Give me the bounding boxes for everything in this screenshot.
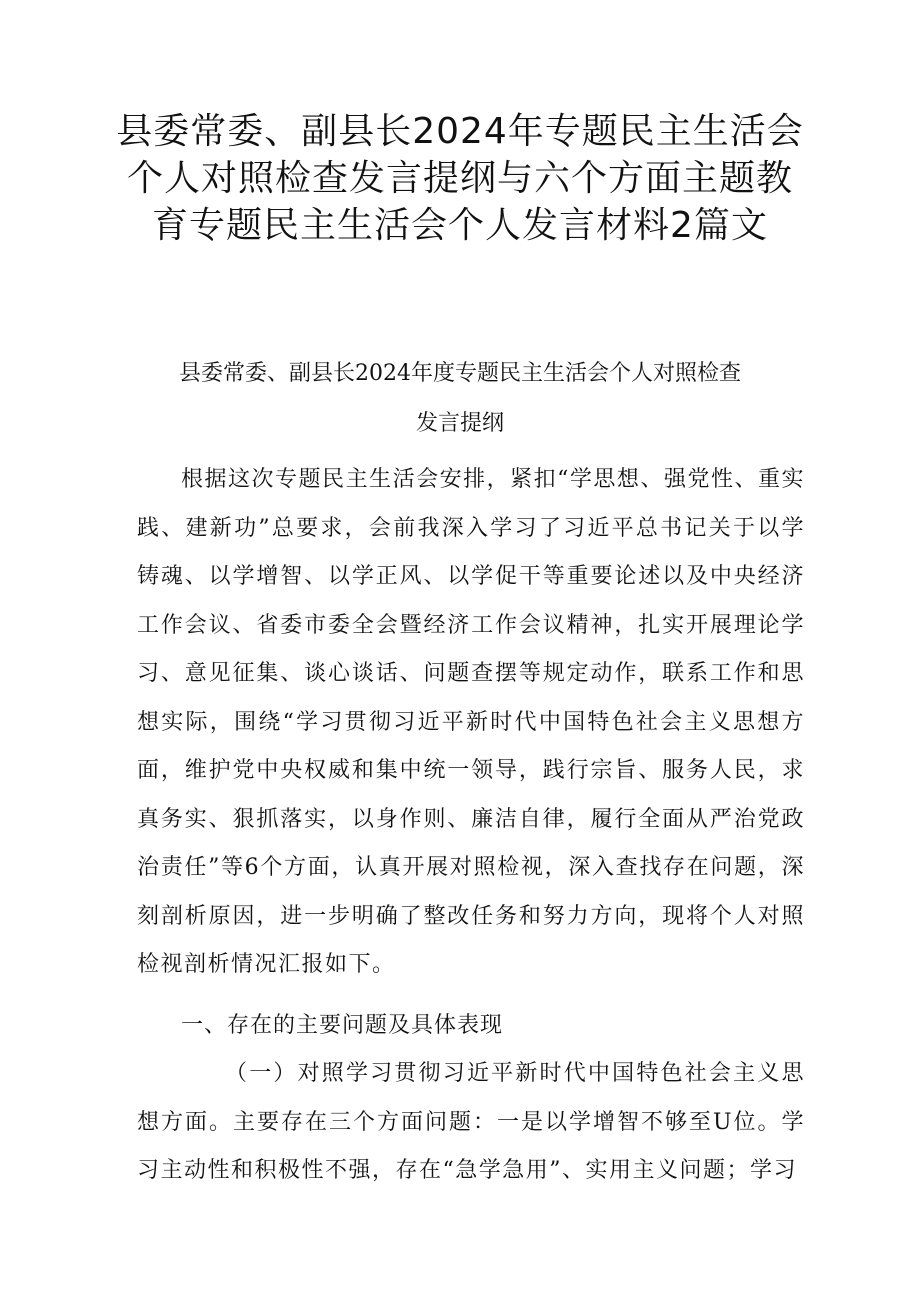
document-title — [110, 108, 810, 249]
title-line-1: 县委常委、副县长2024年专题民主生活会 — [116, 111, 804, 152]
section-heading: 一、存在的主要问题及具体表现 — [181, 1013, 504, 1038]
intro-paragraph: 根据这次专题民主生活会安排，紧扣“学思想、强党性、重实践、建新功”总要求，会前我深入学习了习近平总书记关于以学铸魂、以学增智、以学正风、以学促干等重要论述以及中央经济工作会议、省委市委全会暨经济工作会议精神，扎实开展理论学习、意见征集、谈心谈话、问题查摆等规定动作，联系工作和思想实际，围绕“学习贯彻习近平新时代中国特色社会主义思想方面，维护党中央权威和集中统一领导，践行宗旨、服务人民，求真务实、狠抓落实，以身作则、廉洁自律，履行全面从严治党政治责任”等6个方面，认真开展对照检视，深入查找存在问题，深刻剖析原因，进一步明确了整改任务和努力方向，现将个人对照检视剖析情况汇报如下。 — [137, 467, 805, 977]
subtitle-line-2: 发言提纲 — [415, 411, 504, 436]
section-paragraph: （一）对照学习贯彻习近平新时代中国特色社会主义思想方面。主要存在三个方面问题：一是以学增智不够至U位。学习主动性和积极性不强，存在“急学急用”、实用主义问题；学习 — [137, 1061, 805, 1183]
title-line-2: 个人对照检查发言提纲与六个方面主题教 — [126, 158, 793, 199]
subtitle-line-1: 县委常委、副县长2024年度专题民主生活会个人对照检查 — [179, 361, 741, 386]
title-line-3: 育专题民主生活会个人发言材料2篇文 — [152, 205, 768, 246]
